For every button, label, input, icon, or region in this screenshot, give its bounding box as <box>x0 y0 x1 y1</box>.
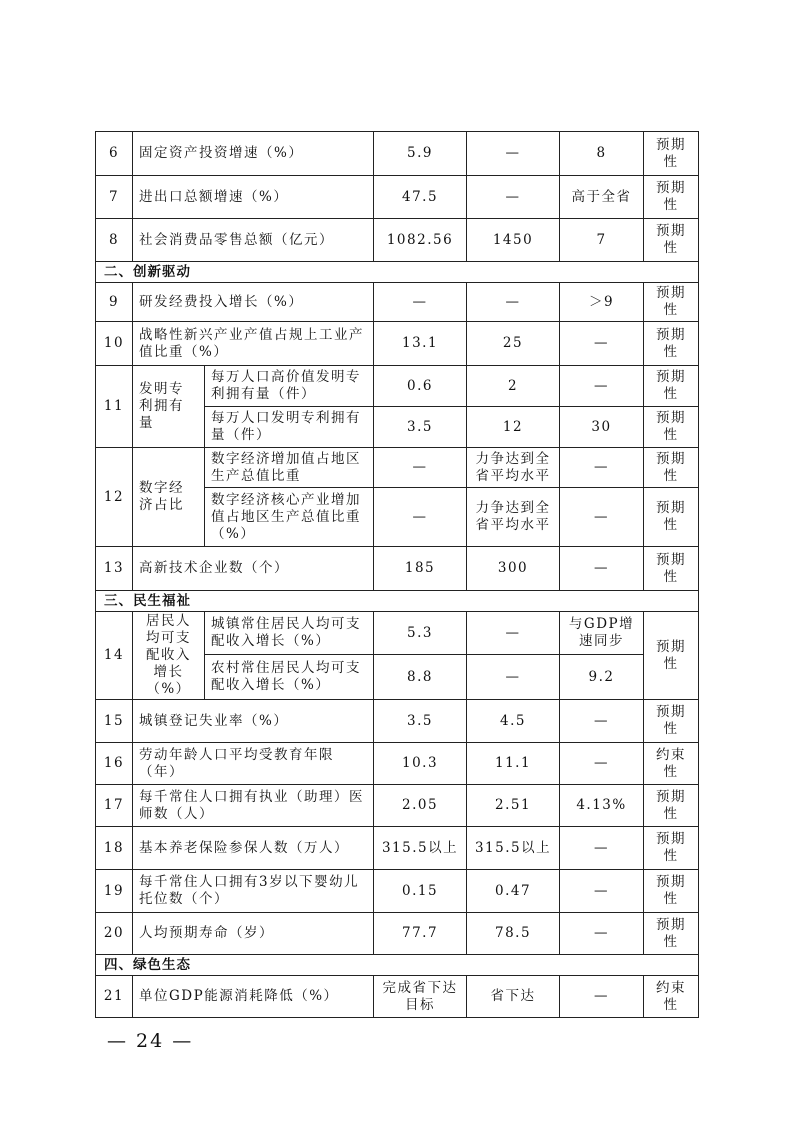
indicator-group: 居民人均可支配收入增长（%） <box>133 612 205 700</box>
target-value: 0.47 <box>467 870 560 913</box>
attribute: 预期性 <box>644 827 699 870</box>
target-value: 2 <box>467 366 560 407</box>
attribute: 预期性 <box>644 547 699 591</box>
table-row <box>96 219 699 262</box>
growth-value: — <box>560 448 644 488</box>
growth-value: 8 <box>560 132 644 176</box>
indicator-group: 数字经济占比 <box>133 448 205 547</box>
target-value: 力争达到全省平均水平 <box>467 448 560 488</box>
row-number: 16 <box>96 743 133 785</box>
indicator-group: 发明专利拥有量 <box>133 366 205 448</box>
table-row <box>96 870 699 913</box>
base-value: — <box>374 488 467 547</box>
row-number: 21 <box>96 976 133 1018</box>
attribute: 约束性 <box>644 976 699 1018</box>
row-number: 8 <box>96 219 133 262</box>
attribute: 预期性 <box>644 612 699 700</box>
indicator-table <box>95 131 699 1018</box>
target-value: 78.5 <box>467 913 560 955</box>
row-number: 6 <box>96 132 133 176</box>
growth-value: 4.13% <box>560 785 644 827</box>
growth-value: 30 <box>560 407 644 448</box>
indicator-name: 高新技术企业数（个） <box>133 547 374 591</box>
base-value: 3.5 <box>374 407 467 448</box>
indicator-name: 劳动年龄人口平均受教育年限（年） <box>133 743 374 785</box>
growth-value: 9.2 <box>560 655 644 700</box>
table-row <box>96 366 699 407</box>
growth-value: 7 <box>560 219 644 262</box>
target-value: 25 <box>467 322 560 366</box>
base-value: 185 <box>374 547 467 591</box>
base-value: 0.15 <box>374 870 467 913</box>
target-value: 11.1 <box>467 743 560 785</box>
indicator-name: 数字经济核心产业增加值占地区生产总值比重（%） <box>205 488 374 547</box>
base-value: 1082.56 <box>374 219 467 262</box>
growth-value: ＞9 <box>560 283 644 322</box>
attribute: 预期性 <box>644 366 699 407</box>
row-number: 17 <box>96 785 133 827</box>
indicator-name: 每千常住人口拥有3岁以下婴幼儿托位数（个） <box>133 870 374 913</box>
base-value: 0.6 <box>374 366 467 407</box>
indicator-name: 农村常住居民人均可支配收入增长（%） <box>205 655 374 700</box>
indicator-name: 数字经济增加值占地区生产总值比重 <box>205 448 374 488</box>
target-value: 315.5以上 <box>467 827 560 870</box>
row-number: 14 <box>96 612 133 700</box>
target-value: — <box>467 283 560 322</box>
base-value: 2.05 <box>374 785 467 827</box>
table-row <box>96 547 699 591</box>
attribute: 预期性 <box>644 219 699 262</box>
indicator-name: 基本养老保险参保人数（万人） <box>133 827 374 870</box>
base-value: 10.3 <box>374 743 467 785</box>
target-value: 4.5 <box>467 700 560 743</box>
growth-value: 与GDP增速同步 <box>560 612 644 655</box>
indicator-name: 进出口总额增速（%） <box>133 176 374 219</box>
attribute: 预期性 <box>644 132 699 176</box>
growth-value: — <box>560 488 644 547</box>
table-row <box>96 827 699 870</box>
growth-value: — <box>560 913 644 955</box>
row-number: 9 <box>96 283 133 322</box>
table-row <box>96 743 699 785</box>
attribute: 预期性 <box>644 488 699 547</box>
indicator-name: 每万人口高价值发明专利拥有量（件） <box>205 366 374 407</box>
target-value: 1450 <box>467 219 560 262</box>
row-number: 10 <box>96 322 133 366</box>
table-row <box>96 700 699 743</box>
attribute: 约束性 <box>644 743 699 785</box>
attribute: 预期性 <box>644 283 699 322</box>
base-value: 13.1 <box>374 322 467 366</box>
indicator-name: 人均预期寿命（岁） <box>133 913 374 955</box>
table-row <box>96 448 699 488</box>
base-value: 3.5 <box>374 700 467 743</box>
table-row <box>96 322 699 366</box>
row-number: 7 <box>96 176 133 219</box>
row-number: 11 <box>96 366 133 448</box>
section-title: 二、创新驱动 <box>96 262 699 283</box>
attribute: 预期性 <box>644 870 699 913</box>
base-value: — <box>374 283 467 322</box>
growth-value: — <box>560 547 644 591</box>
growth-value: — <box>560 366 644 407</box>
target-value: 2.51 <box>467 785 560 827</box>
attribute: 预期性 <box>644 448 699 488</box>
attribute: 预期性 <box>644 913 699 955</box>
indicator-name: 社会消费品零售总额（亿元） <box>133 219 374 262</box>
target-value: — <box>467 132 560 176</box>
attribute: 预期性 <box>644 785 699 827</box>
growth-value: — <box>560 827 644 870</box>
row-number: 19 <box>96 870 133 913</box>
section-title: 三、民生福祉 <box>96 591 699 612</box>
row-number: 13 <box>96 547 133 591</box>
target-value: 省下达 <box>467 976 560 1018</box>
growth-value: 高于全省 <box>560 176 644 219</box>
page-number: — 24 — <box>107 1030 194 1052</box>
growth-value: — <box>560 870 644 913</box>
indicator-name: 研发经费投入增长（%） <box>133 283 374 322</box>
base-value: 5.3 <box>374 612 467 655</box>
attribute: 预期性 <box>644 176 699 219</box>
target-value: — <box>467 176 560 219</box>
indicator-name: 战略性新兴产业产值占规上工业产值比重（%） <box>133 322 374 366</box>
base-value: 77.7 <box>374 913 467 955</box>
table-row <box>96 612 699 655</box>
row-number: 20 <box>96 913 133 955</box>
growth-value: — <box>560 976 644 1018</box>
indicator-name: 固定资产投资增速（%） <box>133 132 374 176</box>
target-value: 300 <box>467 547 560 591</box>
attribute: 预期性 <box>644 322 699 366</box>
row-number: 12 <box>96 448 133 547</box>
base-value: — <box>374 448 467 488</box>
base-value: 47.5 <box>374 176 467 219</box>
base-value: 完成省下达目标 <box>374 976 467 1018</box>
indicator-name: 每万人口发明专利拥有量（件） <box>205 407 374 448</box>
section-header <box>96 262 699 283</box>
indicator-name: 城镇登记失业率（%） <box>133 700 374 743</box>
table-row <box>96 132 699 176</box>
section-header <box>96 591 699 612</box>
table-row <box>96 283 699 322</box>
table-row <box>96 176 699 219</box>
indicator-name: 城镇常住居民人均可支配收入增长（%） <box>205 612 374 655</box>
table-row <box>96 976 699 1018</box>
attribute: 预期性 <box>644 700 699 743</box>
target-value: 12 <box>467 407 560 448</box>
table-row <box>96 785 699 827</box>
indicator-name: 每千常住人口拥有执业（助理）医师数（人） <box>133 785 374 827</box>
section-header <box>96 955 699 976</box>
growth-value: — <box>560 322 644 366</box>
target-value: — <box>467 612 560 655</box>
row-number: 15 <box>96 700 133 743</box>
row-number: 18 <box>96 827 133 870</box>
target-value: 力争达到全省平均水平 <box>467 488 560 547</box>
table-row <box>96 913 699 955</box>
indicator-name: 单位GDP能源消耗降低（%） <box>133 976 374 1018</box>
attribute: 预期性 <box>644 407 699 448</box>
base-value: 5.9 <box>374 132 467 176</box>
base-value: 8.8 <box>374 655 467 700</box>
growth-value: — <box>560 743 644 785</box>
target-value: — <box>467 655 560 700</box>
base-value: 315.5以上 <box>374 827 467 870</box>
section-title: 四、绿色生态 <box>96 955 699 976</box>
growth-value: — <box>560 700 644 743</box>
